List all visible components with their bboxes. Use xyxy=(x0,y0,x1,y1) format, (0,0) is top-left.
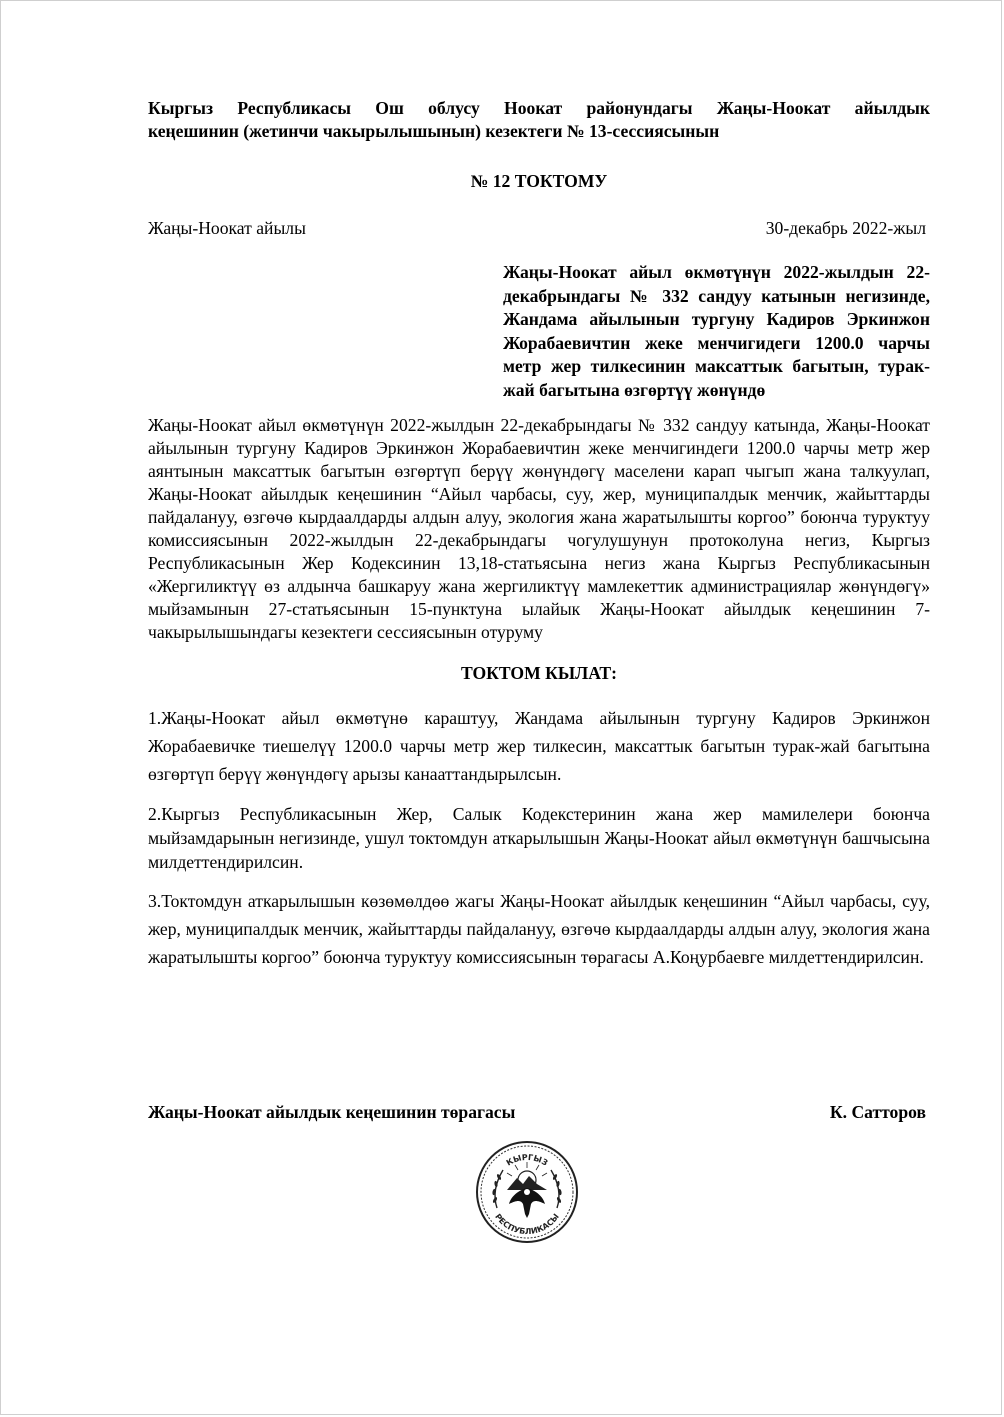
signature-name: К. Сатторов xyxy=(829,1102,926,1122)
emblem-seal-icon xyxy=(473,1138,581,1246)
place: Жаңы-Ноокат айылы xyxy=(148,218,306,238)
date: 30-декабрь 2022-жыл xyxy=(765,218,926,238)
signature-row xyxy=(148,1102,926,1123)
document-body xyxy=(148,97,930,971)
place-date-row xyxy=(148,217,930,240)
state-emblem-seal xyxy=(473,1138,581,1246)
decree-number: № 12 ТОКТОМУ xyxy=(470,171,608,191)
resolution-item-3: 3.Токтомдун аткарылышын көзөмөлдөө жагы Жаңы-Ноокат айылдык кеңешинин “Айыл чарбасы, суу, жер, муниципалдык менчик, жайыттарды пайдалануу, өзгөчө кырдаалдарды алдын алуу, экология жана жаратылышты коргоо” боюнча туруктуу комиссиясынын төрагасы А.Коңурбаевге милдеттендирилсин. xyxy=(148,891,930,967)
seal-bottom-text: РЕСПУБЛИКАСЫ xyxy=(493,1212,561,1237)
document-header xyxy=(148,97,930,143)
resolution-item-1: 1.Жаңы-Ноокат айыл өкмөтүнө караштуу, Жандама айылынын тургуну Кадиров Эркинжон Жорабаевичке тиешелүү 1200.0 чарчы метр жер тилкесин, максаттык багытын турак-жай багытына өзгөртүп берүү жөнүндөгү арызы канааттандырылсын. xyxy=(148,708,930,784)
resolves-heading: ТОКТОМ КЫЛАТ: xyxy=(460,663,618,683)
resolution-item-2: 2.Кыргыз Республикасынын Жер, Салык Кодекстеринин жана жер мамилелери боюнча мыйзамдарынын негизинде, ушул токтомдун аткарылышын Жаңы-Ноокат айыл өкмөтүнүн башчысына милдеттендирилсин. xyxy=(148,804,930,872)
preamble: Жаңы-Ноокат айыл өкмөтүнүн 2022-жылдын 22-декабрындагы № 332 сандуу катында, Жаңы-Ноокат айылынын тургуну Кадиров Эркинжон Жорабаевичтин жеке менчигиндеги 1200.0 чарчы метр жер аянтынын максаттык багытын өзгөртүп берүү жөнүндөгү маселени карап чыгып жана талкуулап, Жаңы-Ноокат айылдык кеңешинин “Айыл чарбасы, суу, жер, муниципалдык менчик, жайыттарды пайдалануу, өзгөчө кырдаалдарды алдын алуу, экология жана жаратылышты коргоо” боюнча туруктуу комиссиясынын 2022-жылдын 22-декабрындагы чогулушунун протоколуна негиз, Кыргыз Республикасынын Жер Кодексинин 13,18-статьясына негиз жана Кыргыз Республикасынын «Жергиликтүү өз алдынча башкаруу жана жергиликтүү мамлекеттик администрациялар жөнүндөгү» мыйзамынын 27-статьясынын 15-пунктуна ылайык Жаңы-Ноокат айылдык кеңешинин 7-чакырылышындагы кезектеги сессиясынын отуруму xyxy=(148,415,930,642)
signature-title: Жаңы-Ноокат айылдык кеңешинин төрагасы xyxy=(148,1102,516,1122)
decree-subject: Жаңы-Ноокат айыл өкмөтүнүн 2022-жылдын 22-декабрындагы № 332 сандуу катынын негизинде, Жандама айылынын тургуну Кадиров Эркинжон Жорабаевичтин жеке менчигидеги 1200.0 чарчы метр жер тилкесинин максаттык багытын, турак-жай багытына өзгөртүү жөнүндө xyxy=(503,262,930,400)
seal-top-text: КЫРГЫЗ xyxy=(504,1152,550,1168)
header-line-1: Кыргыз Республикасы Ош облусу Ноокат районундагы Жаңы-Ноокат айылдык xyxy=(148,98,930,118)
header-line-2: кеңешинин (жетинчи чакырылышынын) кезектеги № 13-сессиясынын xyxy=(148,121,720,141)
